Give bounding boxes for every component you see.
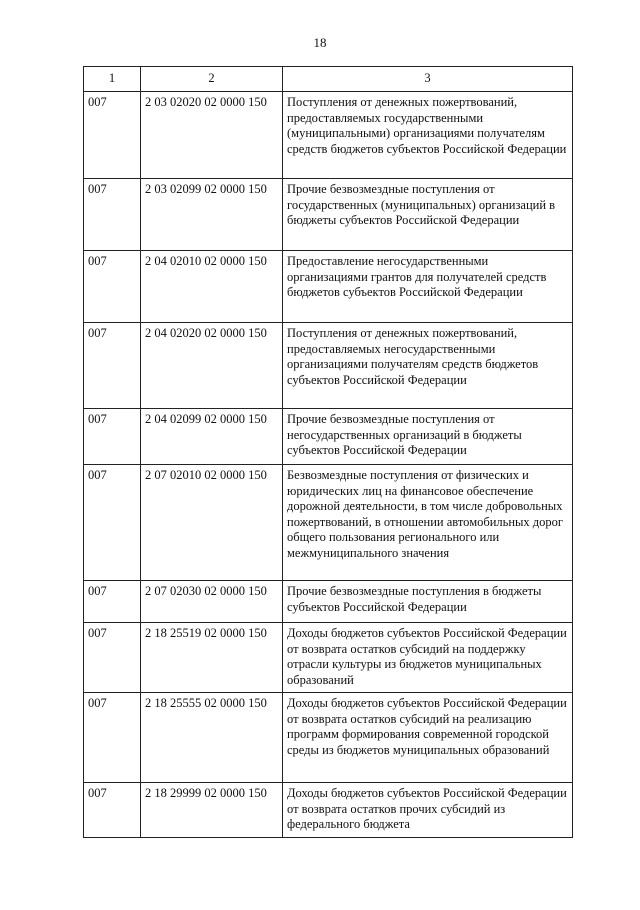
revenue-code-cell: 2 04 02020 02 0000 150 (141, 323, 283, 409)
table-row (84, 179, 573, 251)
table-row (84, 323, 573, 409)
revenue-code-cell: 2 03 02099 02 0000 150 (141, 179, 283, 251)
admin-code-cell: 007 (84, 783, 141, 838)
admin-code-cell: 007 (84, 323, 141, 409)
admin-code-cell: 007 (84, 409, 141, 465)
description-cell: Безвозмездные поступления от физических и юридических лиц на финансовое обеспечение дорожной деятельности, в том числе добровольных пожертвований, в отношении автомобильных дорог общего пользования регионального или межмуниципального значения (283, 465, 573, 581)
description-cell: Предоставление негосударственными организациями грантов для получателей средств бюджетов субъектов Российской Федерации (283, 251, 573, 323)
admin-code-cell: 007 (84, 465, 141, 581)
table-header-row (84, 67, 573, 92)
table-row (84, 783, 573, 838)
table-row (84, 92, 573, 179)
revenue-code-cell: 2 04 02010 02 0000 150 (141, 251, 283, 323)
table-row (84, 623, 573, 693)
description-cell: Прочие безвозмездные поступления от негосударственных организаций в бюджеты субъектов Российской Федерации (283, 409, 573, 465)
revenue-code-cell: 2 18 25519 02 0000 150 (141, 623, 283, 693)
admin-code-cell: 007 (84, 251, 141, 323)
admin-code-cell: 007 (84, 179, 141, 251)
admin-code-cell: 007 (84, 92, 141, 179)
revenue-code-cell: 2 03 02020 02 0000 150 (141, 92, 283, 179)
table-row (84, 465, 573, 581)
revenue-code-cell: 2 07 02010 02 0000 150 (141, 465, 283, 581)
budget-revenue-table (83, 66, 573, 838)
description-cell: Поступления от денежных пожертвований, предоставляемых государственными (муниципальными) организациями получателям средств бюджетов субъектов Российской Федерации (283, 92, 573, 179)
table-row (84, 693, 573, 783)
page-number: 18 (313, 35, 327, 50)
revenue-code-cell: 2 07 02030 02 0000 150 (141, 581, 283, 623)
description-cell: Доходы бюджетов субъектов Российской Федерации от возврата остатков субсидий на поддержку отрасли культуры из бюджетов муниципальных образований (283, 623, 573, 693)
admin-code-cell: 007 (84, 623, 141, 693)
revenue-code-cell: 2 04 02099 02 0000 150 (141, 409, 283, 465)
column-header-1: 1 (84, 67, 141, 92)
description-cell: Прочие безвозмездные поступления в бюджеты субъектов Российской Федерации (283, 581, 573, 623)
table-row (84, 251, 573, 323)
column-header-3: 3 (283, 67, 573, 92)
description-cell: Поступления от денежных пожертвований, предоставляемых негосударственными организациями получателям средств бюджетов субъектов Российской Федерации (283, 323, 573, 409)
table-row (84, 581, 573, 623)
admin-code-cell: 007 (84, 581, 141, 623)
admin-code-cell: 007 (84, 693, 141, 783)
revenue-code-cell: 2 18 25555 02 0000 150 (141, 693, 283, 783)
description-cell: Прочие безвозмездные поступления от государственных (муниципальных) организаций в бюджеты субъектов Российской Федерации (283, 179, 573, 251)
description-cell: Доходы бюджетов субъектов Российской Федерации от возврата остатков прочих субсидий из федерального бюджета (283, 783, 573, 838)
column-header-2: 2 (141, 67, 283, 92)
revenue-code-cell: 2 18 29999 02 0000 150 (141, 783, 283, 838)
table-row (84, 409, 573, 465)
description-cell: Доходы бюджетов субъектов Российской Федерации от возврата остатков субсидий на реализацию программ формирования современной городской среды из бюджетов муниципальных образований (283, 693, 573, 783)
